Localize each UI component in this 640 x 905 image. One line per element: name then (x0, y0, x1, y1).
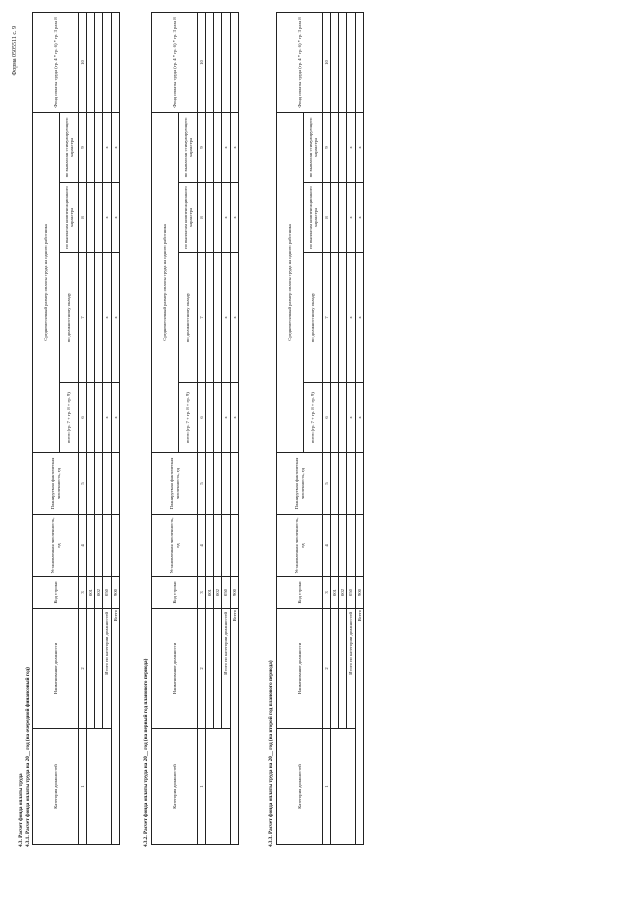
data-cell[interactable] (331, 112, 339, 182)
data-cell[interactable] (103, 453, 111, 515)
data-cell[interactable] (339, 515, 347, 577)
data-cell[interactable] (339, 12, 347, 112)
x-cell: x (355, 112, 363, 182)
col-number: 5 (79, 453, 87, 515)
col-number: 6 (323, 383, 331, 453)
data-cell[interactable] (95, 253, 103, 383)
data-cell[interactable] (111, 453, 119, 515)
col-number: 9 (323, 112, 331, 182)
x-cell: x (355, 183, 363, 253)
header-position: Наименование должности (33, 609, 79, 729)
data-cell[interactable] (214, 383, 222, 453)
total-label: Всего (111, 609, 119, 845)
col-number: 10 (79, 12, 87, 112)
data-cell[interactable] (214, 453, 222, 515)
x-cell: x (347, 183, 355, 253)
data-cell[interactable] (95, 383, 103, 453)
table-1-title: 4.3.1. Расчет фонда оплаты труда на 20__ год (на очередной финансовый год) (25, 667, 31, 847)
code-cell: 002 (339, 577, 347, 609)
col-number: 2 (79, 609, 87, 729)
position-cell[interactable] (87, 609, 95, 729)
col-number: 3 (79, 577, 87, 609)
total-label: Всего (355, 609, 363, 845)
x-cell: x (355, 383, 363, 453)
col-number: 8 (323, 183, 331, 253)
header-avg-group: Среднемесячный размер оплаты труда на одного работника (277, 112, 304, 452)
header-comp: по выплатам компенсационного характера (304, 183, 323, 253)
header-salary: по должностному окладу (304, 253, 323, 383)
x-cell: x (222, 383, 230, 453)
header-stim: по выплатам стимулирующего характера (179, 112, 198, 182)
data-cell[interactable] (214, 183, 222, 253)
header-salary: по должностному окладу (60, 253, 79, 383)
header-actual: Планируемая фактическая численность, ед (277, 453, 323, 515)
col-number: 7 (323, 253, 331, 383)
col-number: 3 (323, 577, 331, 609)
x-cell: x (103, 112, 111, 182)
table-3 (276, 13, 364, 845)
col-number: 6 (198, 383, 206, 453)
data-cell[interactable] (87, 12, 95, 112)
subtotal-row (103, 12, 111, 844)
subtotal-row (347, 12, 355, 844)
x-cell: x (111, 112, 119, 182)
table-row (206, 12, 214, 844)
header-stim: по выплатам стимулирующего характера (304, 112, 323, 182)
subtotal-label: Итого по категории должностей (222, 609, 230, 729)
col-number: 8 (79, 183, 87, 253)
data-cell[interactable] (331, 12, 339, 112)
code-cell: 001 (87, 577, 95, 609)
data-cell[interactable] (111, 12, 119, 112)
subtotal-label: Итого по категории должностей (103, 609, 111, 729)
x-cell: x (355, 253, 363, 383)
code-cell: 900 (230, 577, 238, 609)
x-cell: x (230, 253, 238, 383)
table-row (214, 12, 222, 844)
data-cell[interactable] (87, 453, 95, 515)
x-cell: x (222, 183, 230, 253)
total-row (355, 12, 363, 844)
header-fund: Фонд оплаты труда (гр. 4 * гр. 6) * гр. 3 раза 8 (277, 12, 323, 112)
position-cell[interactable] (214, 609, 222, 729)
subtotal-row (222, 12, 230, 844)
table-3-title: 4.3.3. Расчет фонда оплаты труда на 20__ год (на второй год планового периода) (268, 660, 274, 847)
col-number: 9 (79, 112, 87, 182)
header-total: всего (гр. 7 + гр. 8 + гр. 9) (179, 383, 198, 453)
payroll-table (32, 12, 120, 845)
category-cell[interactable] (331, 729, 356, 845)
header-total: всего (гр. 7 + гр. 8 + гр. 9) (304, 383, 323, 453)
data-cell[interactable] (206, 183, 214, 253)
data-cell[interactable] (355, 453, 363, 515)
data-cell[interactable] (214, 12, 222, 112)
table-1 (32, 13, 120, 845)
data-cell[interactable] (206, 453, 214, 515)
data-cell[interactable] (87, 112, 95, 182)
header-category: Категория должностей (152, 729, 198, 845)
data-cell[interactable] (331, 183, 339, 253)
data-cell[interactable] (214, 112, 222, 182)
col-number: 2 (323, 609, 331, 729)
data-cell[interactable] (222, 12, 230, 112)
header-actual: Планируемая фактическая численность, ед (33, 453, 79, 515)
code-cell: 900 (111, 577, 119, 609)
data-cell[interactable] (214, 515, 222, 577)
header-comp: по выплатам компенсационного характера (60, 183, 79, 253)
col-number: 7 (79, 253, 87, 383)
data-cell[interactable] (331, 453, 339, 515)
header-code: Код строки (33, 577, 79, 609)
total-label: Всего (230, 609, 238, 845)
code-cell: 050 (347, 577, 355, 609)
table-row (339, 12, 347, 844)
data-cell[interactable] (355, 12, 363, 112)
table-2-title: 4.3.2. Расчет фонда оплаты труда на 20__ год (на первый год планового периода) (143, 658, 149, 847)
data-cell[interactable] (206, 253, 214, 383)
data-cell[interactable] (206, 112, 214, 182)
data-cell[interactable] (206, 12, 214, 112)
data-cell[interactable] (103, 515, 111, 577)
header-avg-group: Среднемесячный размер оплаты труда на одного работника (33, 112, 60, 452)
data-cell[interactable] (230, 453, 238, 515)
x-cell: x (230, 183, 238, 253)
category-cell[interactable] (87, 729, 112, 845)
x-cell: x (111, 253, 119, 383)
data-cell[interactable] (230, 12, 238, 112)
table-row (95, 12, 103, 844)
data-cell[interactable] (87, 383, 95, 453)
col-number: 4 (323, 515, 331, 577)
section-main-title: 4.3. Расчет фонда оплаты труда (18, 773, 24, 847)
col-number: 1 (198, 729, 206, 845)
x-cell: x (347, 253, 355, 383)
header-category: Категория должностей (277, 729, 323, 845)
data-cell[interactable] (222, 515, 230, 577)
form-code: Форма 0505511 с. 9 (12, 26, 18, 76)
col-number: 4 (198, 515, 206, 577)
data-cell[interactable] (339, 383, 347, 453)
data-cell[interactable] (95, 515, 103, 577)
data-cell[interactable] (111, 515, 119, 577)
data-cell[interactable] (222, 453, 230, 515)
header-actual: Планируемая фактическая численность, ед (152, 453, 198, 515)
subtotal-label: Итого по категории должностей (347, 609, 355, 729)
col-number: 1 (79, 729, 87, 845)
data-cell[interactable] (230, 515, 238, 577)
data-cell[interactable] (87, 515, 95, 577)
header-comp: по выплатам компенсационного характера (179, 183, 198, 253)
code-cell: 001 (331, 577, 339, 609)
header-category: Категория должностей (33, 729, 79, 845)
code-cell: 002 (95, 577, 103, 609)
data-cell[interactable] (95, 183, 103, 253)
data-cell[interactable] (103, 12, 111, 112)
data-cell[interactable] (331, 383, 339, 453)
col-number: 1 (323, 729, 331, 845)
col-number: 2 (198, 609, 206, 729)
position-cell[interactable] (206, 609, 214, 729)
total-row (230, 12, 238, 844)
x-cell: x (111, 183, 119, 253)
data-cell[interactable] (331, 253, 339, 383)
data-cell[interactable] (355, 515, 363, 577)
position-cell[interactable] (339, 609, 347, 729)
data-cell[interactable] (206, 515, 214, 577)
data-cell[interactable] (347, 515, 355, 577)
header-avg-group: Среднемесячный размер оплаты труда на одного работника (152, 112, 179, 452)
col-number: 9 (198, 112, 206, 182)
col-number: 5 (323, 453, 331, 515)
header-salary: по должностному окладу (179, 253, 198, 383)
x-cell: x (111, 383, 119, 453)
x-cell: x (222, 253, 230, 383)
x-cell: x (230, 112, 238, 182)
data-cell[interactable] (339, 183, 347, 253)
header-established: Установленная численность, ед (277, 515, 323, 577)
table-2 (151, 13, 239, 845)
data-cell[interactable] (87, 253, 95, 383)
data-cell[interactable] (87, 183, 95, 253)
category-cell[interactable] (206, 729, 231, 845)
data-cell[interactable] (206, 383, 214, 453)
header-code: Код строки (277, 577, 323, 609)
header-code: Код строки (152, 577, 198, 609)
col-number: 5 (198, 453, 206, 515)
table-row (331, 12, 339, 844)
data-cell[interactable] (339, 112, 347, 182)
total-row (111, 12, 119, 844)
header-position: Наименование должности (152, 609, 198, 729)
data-cell[interactable] (339, 253, 347, 383)
data-cell[interactable] (339, 453, 347, 515)
x-cell: x (103, 253, 111, 383)
data-cell[interactable] (347, 453, 355, 515)
code-cell: 900 (355, 577, 363, 609)
x-cell: x (103, 183, 111, 253)
header-position: Наименование должности (277, 609, 323, 729)
header-established: Установленная численность, ед (152, 515, 198, 577)
payroll-table (151, 12, 239, 845)
data-cell[interactable] (95, 112, 103, 182)
col-number: 8 (198, 183, 206, 253)
code-cell: 001 (206, 577, 214, 609)
data-cell[interactable] (347, 12, 355, 112)
payroll-table (276, 12, 364, 845)
header-established: Установленная численность, ед (33, 515, 79, 577)
x-cell: x (103, 383, 111, 453)
data-cell[interactable] (95, 453, 103, 515)
header-fund: Фонд оплаты труда (гр. 4 * гр. 6) * гр. 3 раза 8 (33, 12, 79, 112)
data-cell[interactable] (95, 12, 103, 112)
x-cell: x (230, 383, 238, 453)
data-cell[interactable] (214, 253, 222, 383)
x-cell: x (222, 112, 230, 182)
header-stim: по выплатам стимулирующего характера (60, 112, 79, 182)
position-cell[interactable] (95, 609, 103, 729)
data-cell[interactable] (331, 515, 339, 577)
code-cell: 002 (214, 577, 222, 609)
code-cell: 050 (222, 577, 230, 609)
col-number: 4 (79, 515, 87, 577)
x-cell: x (347, 112, 355, 182)
col-number: 6 (79, 383, 87, 453)
table-row (87, 12, 95, 844)
col-number: 7 (198, 253, 206, 383)
col-number: 10 (323, 12, 331, 112)
header-total: всего (гр. 7 + гр. 8 + гр. 9) (60, 383, 79, 453)
code-cell: 050 (103, 577, 111, 609)
x-cell: x (347, 383, 355, 453)
header-fund: Фонд оплаты труда (гр. 4 * гр. 6) * гр. 3 раза 8 (152, 12, 198, 112)
col-number: 10 (198, 12, 206, 112)
position-cell[interactable] (331, 609, 339, 729)
col-number: 3 (198, 577, 206, 609)
